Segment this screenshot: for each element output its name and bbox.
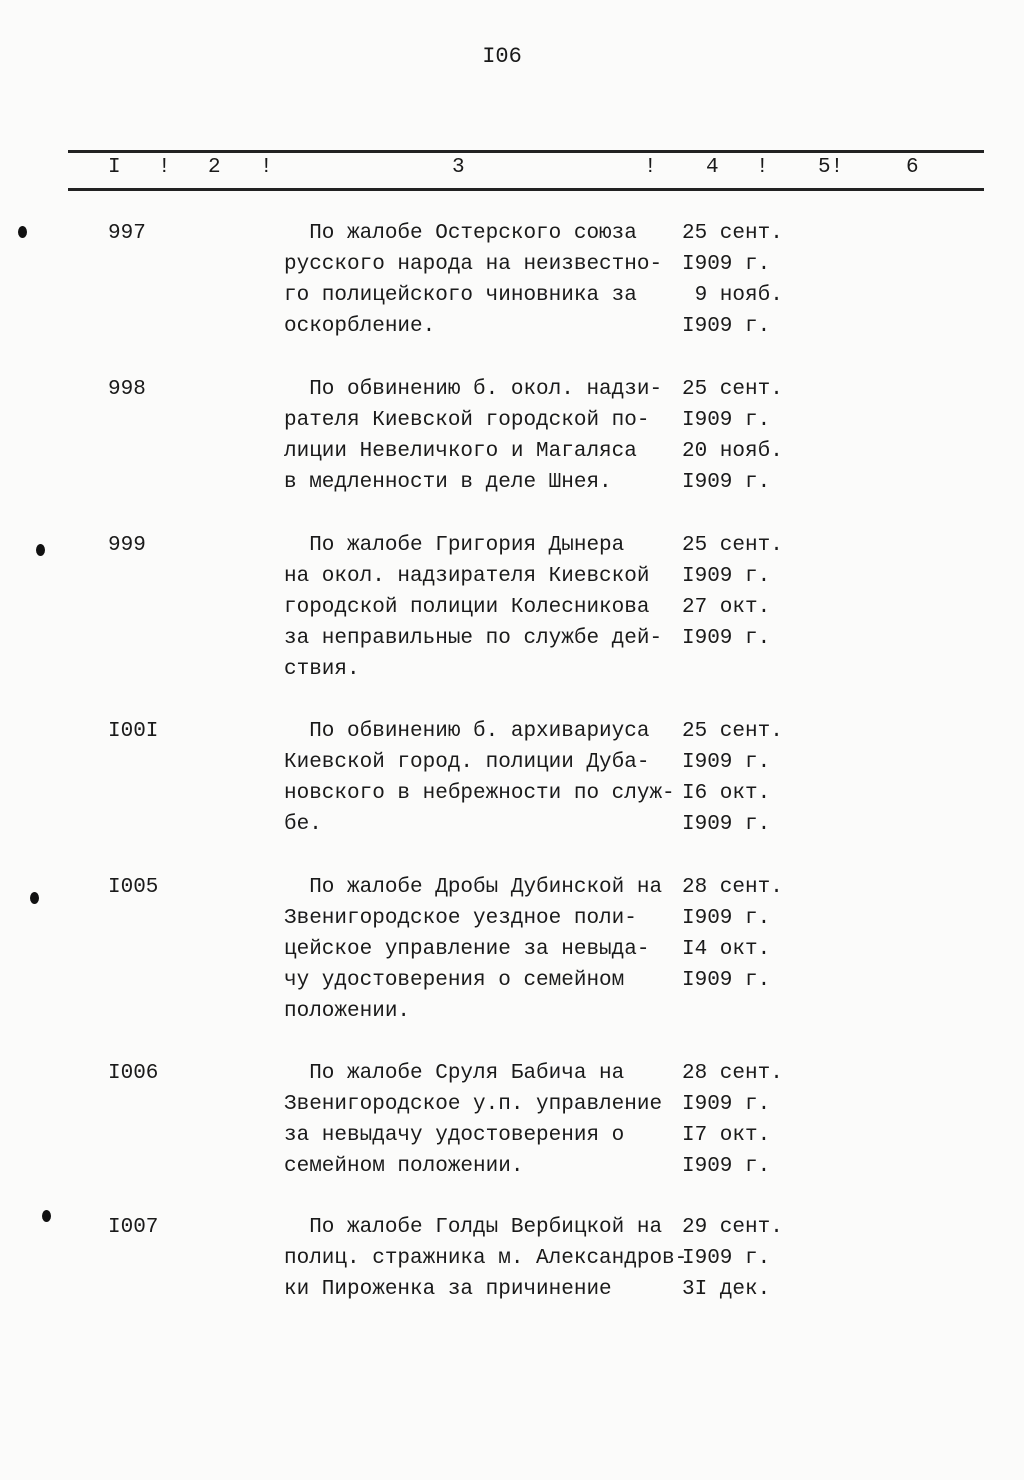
entry-number: 999 — [108, 534, 146, 557]
col-header-1: I — [108, 156, 121, 179]
col-header-4: 4 — [706, 156, 719, 179]
description-line: По жалобе Голды Вербицкой на — [284, 1216, 663, 1239]
date-line: 27 окт. — [682, 596, 771, 619]
description-line: ствия. — [284, 658, 360, 681]
date-line: 9 нояб. — [682, 284, 783, 307]
date-line: 20 нояб. — [682, 440, 783, 463]
description-line: полиц. стражника м. Александров- — [284, 1247, 688, 1270]
entry-description — [284, 218, 662, 342]
description-line: за неправильные по службе дей- — [284, 627, 663, 650]
entry-number: I006 — [108, 1062, 159, 1085]
date-line: 29 сент. — [682, 1216, 783, 1239]
date-line: 25 сент. — [682, 720, 783, 743]
entry-number: I00I — [108, 720, 159, 743]
description-line: в медленности в деле Шнея. — [284, 471, 612, 494]
description-line: чу удостоверения о семейном — [284, 969, 625, 992]
description-line: По обвинению б. окол. надзи- — [284, 378, 663, 401]
description-line: По жалобе Остерского союза — [284, 222, 637, 245]
entry-description — [284, 1058, 662, 1182]
description-line: Звенигородское уездное поли- — [284, 907, 637, 930]
date-line: 25 сент. — [682, 222, 783, 245]
date-line: 25 сент. — [682, 378, 783, 401]
col-header-3: 3 — [452, 156, 465, 179]
entry-number: 998 — [108, 378, 146, 401]
description-line: оскорбление. — [284, 315, 436, 338]
entry-dates — [682, 530, 783, 654]
punch-hole-mark — [18, 226, 27, 238]
description-line: По жалобе Дробы Дубинской на — [284, 876, 663, 899]
date-line: I909 г. — [682, 565, 771, 588]
entry-dates — [682, 872, 783, 996]
entry-number: I007 — [108, 1216, 159, 1239]
date-line: I909 г. — [682, 315, 771, 338]
page-number: I06 — [482, 44, 522, 69]
entry-dates — [682, 218, 783, 342]
date-line: I909 г. — [682, 813, 771, 836]
punch-hole-mark — [36, 544, 45, 556]
date-line: I909 г. — [682, 471, 771, 494]
entry-description — [284, 872, 662, 1027]
date-line: I6 окт. — [682, 782, 771, 805]
description-line: бе. — [284, 813, 322, 836]
header-top-rule — [68, 150, 984, 153]
date-line: I4 окт. — [682, 938, 771, 961]
date-line: 28 сент. — [682, 1062, 783, 1085]
date-line: I909 г. — [682, 907, 771, 930]
punch-hole-mark — [30, 892, 39, 904]
date-line: I909 г. — [682, 627, 771, 650]
date-line: I909 г. — [682, 1247, 771, 1270]
entry-dates — [682, 1212, 783, 1305]
description-line: новского в небрежности по служ- — [284, 782, 675, 805]
entry-description — [284, 716, 675, 840]
col-sep: ! — [158, 156, 171, 179]
entry-number: I005 — [108, 876, 159, 899]
description-line: на окол. надзирателя Киевской — [284, 565, 650, 588]
date-line: I909 г. — [682, 969, 771, 992]
col-sep: ! — [644, 156, 657, 179]
date-line: I909 г. — [682, 1155, 771, 1178]
date-line: 28 сент. — [682, 876, 783, 899]
date-line: I909 г. — [682, 253, 771, 276]
description-line: семейном положении. — [284, 1155, 524, 1178]
description-line: рателя Киевской городской по- — [284, 409, 650, 432]
date-line: 25 сент. — [682, 534, 783, 557]
description-line: лиции Невеличкого и Магаляса — [284, 440, 637, 463]
description-line: ки Пироженка за причинение — [284, 1278, 612, 1301]
date-line: I909 г. — [682, 409, 771, 432]
date-line: I909 г. — [682, 751, 771, 774]
entry-description — [284, 530, 662, 685]
description-line: за невыдачу удостоверения о — [284, 1124, 625, 1147]
description-line: го полицейского чиновника за — [284, 284, 637, 307]
col-sep: ! — [260, 156, 273, 179]
entry-description — [284, 1212, 687, 1305]
description-line: Звенигородское у.п. управление — [284, 1093, 663, 1116]
punch-hole-mark — [42, 1210, 51, 1222]
col-sep: ! — [756, 156, 769, 179]
description-line: По обвинению б. архивариуса — [284, 720, 650, 743]
entry-dates — [682, 374, 783, 498]
entry-dates — [682, 1058, 783, 1182]
col-header-6: 6 — [906, 156, 919, 179]
entry-dates — [682, 716, 783, 840]
description-line: городской полиции Колесникова — [284, 596, 650, 619]
description-line: русского народа на неизвестно- — [284, 253, 663, 276]
date-line: I909 г. — [682, 1093, 771, 1116]
date-line: I7 окт. — [682, 1124, 771, 1147]
description-line: Киевской город. полиции Дуба- — [284, 751, 650, 774]
description-line: цейское управление за невыда- — [284, 938, 650, 961]
col-header-2: 2 — [208, 156, 221, 179]
header-bottom-rule — [68, 188, 984, 191]
entry-description — [284, 374, 662, 498]
date-line: 3I дек. — [682, 1278, 771, 1301]
description-line: положении. — [284, 1000, 411, 1023]
description-line: По жалобе Сруля Бабича на — [284, 1062, 625, 1085]
entry-number: 997 — [108, 222, 146, 245]
description-line: По жалобе Григория Дынера — [284, 534, 625, 557]
col-header-5: 5! — [818, 156, 844, 179]
